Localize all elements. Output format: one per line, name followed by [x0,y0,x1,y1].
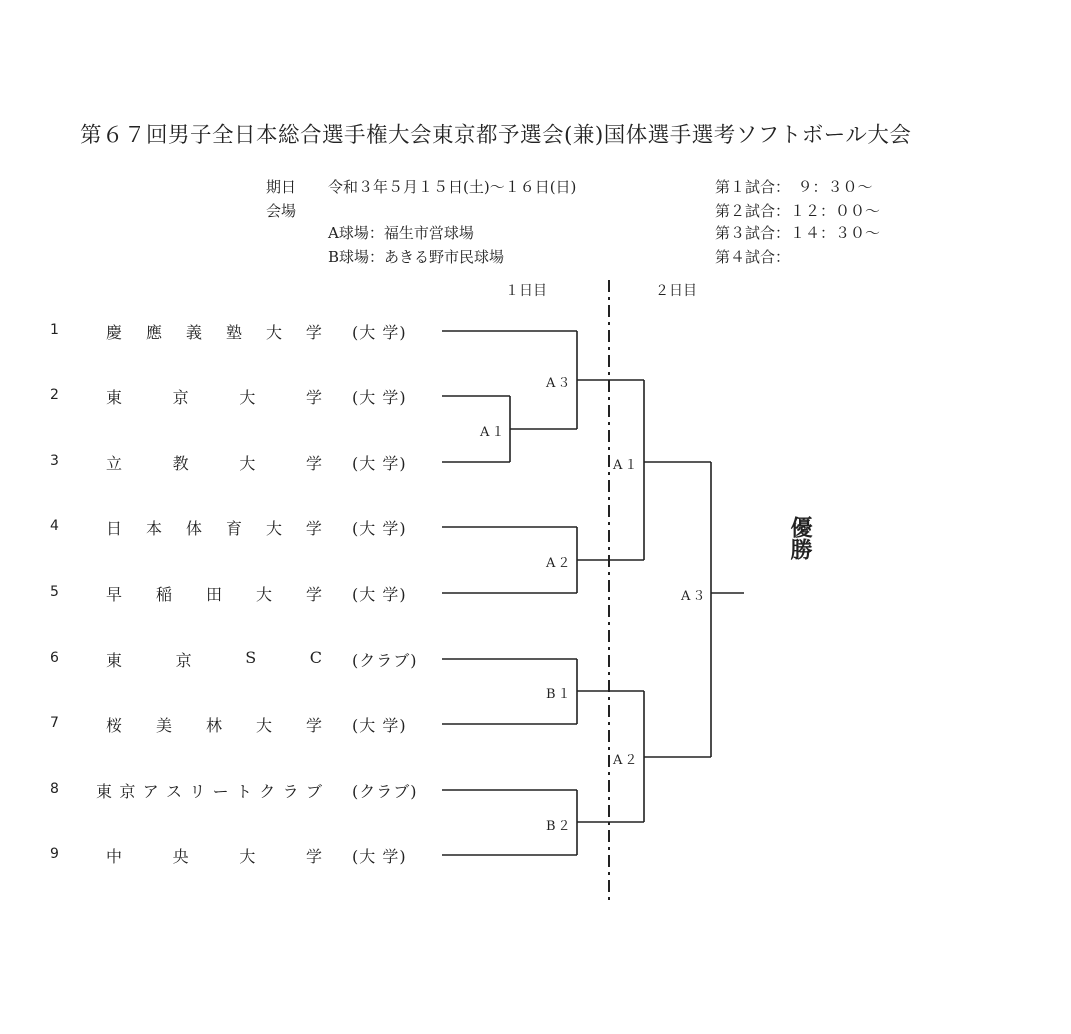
champion-label: 優勝 [787,516,813,560]
game-label-r1-b2: B２ [546,819,573,834]
team-name: 慶 應 義 塾 大 学 [106,323,322,342]
game-label-r2-a2: A２ [613,753,640,768]
team-category: (クラブ) [352,782,418,801]
team-name: 東 京 ア ス リ ー ト ク ラ ブ [96,782,322,801]
schedule-slot-1: 第１試合： ９：３０～ [715,178,873,196]
game-label-r1-a2: A２ [546,556,573,571]
team-seed: 9 [50,846,59,862]
team-seed: 3 [50,453,59,469]
team-name: 立 教 大 学 [106,454,322,473]
date-value: 令和３年５月１５日(土)～１６日(日) [328,178,577,196]
schedule-slot-4: 第４試合： [715,248,791,266]
team-name: 早 稲 田 大 学 [106,585,322,604]
team-category: (大 学) [352,454,407,473]
venue-b: B球場：あきる野市民球場 [328,248,505,266]
game-label-r1-a3: A３ [546,376,573,391]
day1-header: １日目 [505,283,547,299]
team-category: (クラブ) [352,651,418,670]
venue-label: 会場 [266,202,297,220]
date-label: 期日 [266,178,297,196]
day2-header: ２日目 [655,283,697,299]
page-title: 第６７回男子全日本総合選手権大会東京都予選会(兼)国体選手選考ソフトボール大会 [80,123,912,148]
team-seed: 2 [50,387,59,403]
game-label-r1-a1: A１ [480,425,507,440]
team-seed: 1 [50,322,59,338]
team-category: (大 学) [352,323,407,342]
schedule-slot-3: 第３試合：１４：３０～ [715,224,881,242]
team-category: (大 学) [352,519,407,538]
schedule-slot-2: 第２試合：１２：００～ [715,202,881,220]
team-name: 桜 美 林 大 学 [106,716,322,735]
team-seed: 5 [50,584,59,600]
game-label-final: A３ [681,589,708,604]
team-category: (大 学) [352,847,407,866]
team-name: 日 本 体 育 大 学 [106,519,322,538]
team-category: (大 学) [352,388,407,407]
team-category: (大 学) [352,716,407,735]
team-category: (大 学) [352,585,407,604]
team-seed: 6 [50,650,59,666]
team-seed: 4 [50,518,59,534]
team-name: 東 京 大 学 [106,388,322,407]
team-name: 中 央 大 学 [106,847,322,866]
team-seed: 7 [50,715,59,731]
venue-a: A球場：福生市営球場 [328,224,474,242]
team-name: 東 京 S C [106,648,322,670]
team-seed: 8 [50,781,59,797]
game-label-r1-b1: B１ [546,687,573,702]
game-label-r2-a1: A１ [613,458,640,473]
